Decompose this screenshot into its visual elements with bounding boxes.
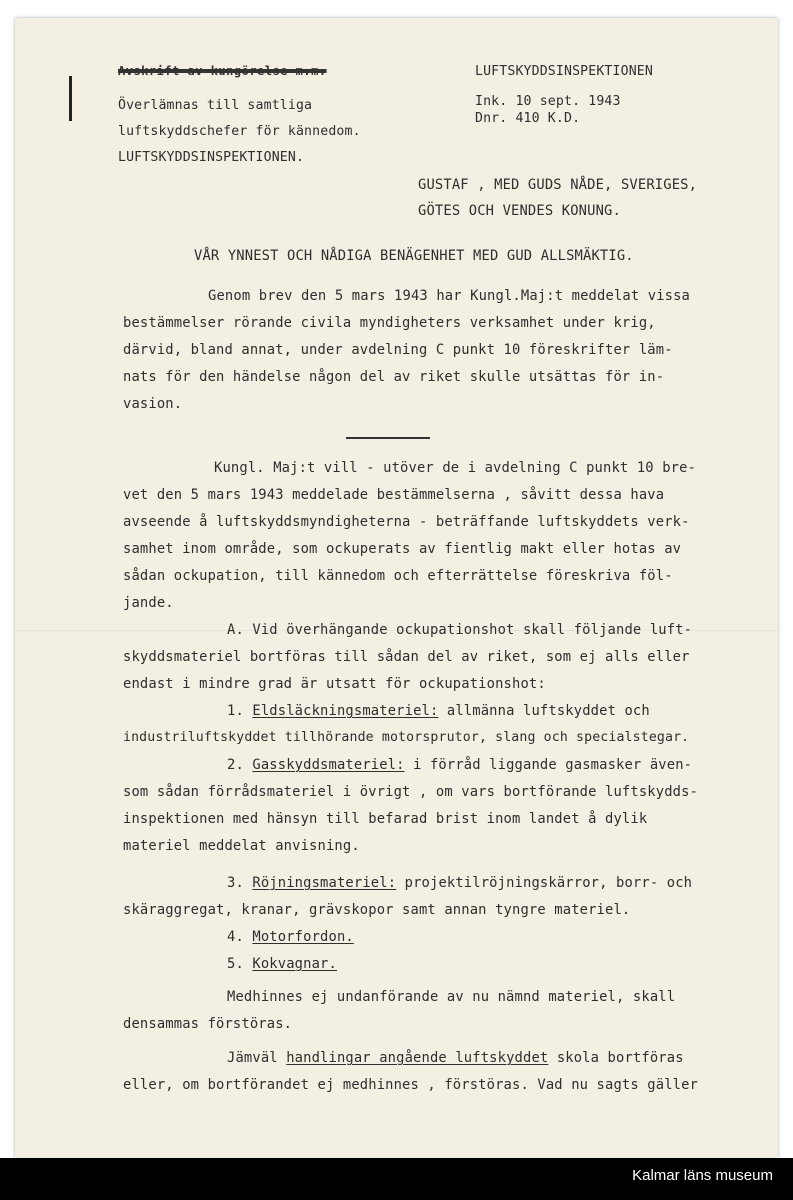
item-term: Röjningsmateriel: (252, 875, 397, 891)
para1-line: bestämmelser rörande civila myndigheters verksamhet under krig, (123, 315, 656, 331)
item-text: allmänna luftskyddet och (438, 703, 650, 719)
section-a-line: endast i mindre grad är utsatt för ockupationshot: (123, 676, 546, 692)
list-item-1 (227, 703, 650, 719)
list-item-5 (227, 956, 337, 972)
item-text: i förråd liggande gasmasker även- (404, 757, 693, 773)
item-term: Kokvagnar. (252, 956, 337, 972)
para1-line: vasion. (123, 396, 183, 412)
section-a-line: skyddsmateriel bortföras till sådan del av riket, som ej alls eller (123, 649, 690, 665)
para4-line: eller, om bortförandet ej medhinnes , förstöras. Vad nu sagts gäller (123, 1077, 699, 1093)
registry-number: Dnr. 410 K.D. (475, 111, 581, 126)
para4-lead: Jämväl (227, 1050, 287, 1066)
item-number: 4. (227, 929, 244, 945)
salutation: VÅR YNNEST OCH NÅDIGA BENÄGENHET MED GUD ALLSMÄKTIG. (194, 248, 634, 264)
margin-mark (69, 76, 72, 121)
king-title-line: GUSTAF , MED GUDS NÅDE, SVERIGES, (418, 177, 698, 193)
museum-footer (0, 1158, 793, 1200)
para1-line: därvid, bland annat, under avdelning C punkt 10 föreskrifter läm- (123, 342, 673, 358)
para4-line (227, 1050, 684, 1066)
para2-line: vet den 5 mars 1943 meddelade bestämmelserna , såvitt dessa hava (123, 487, 665, 503)
section-a-line: A. Vid överhängande ockupationshot skall följande luft- (227, 622, 693, 638)
para1-line: nats för den händelse någon del av riket skulle utsättas för in- (123, 369, 665, 385)
para2-line: Kungl. Maj:t vill - utöver de i avdelning C punkt 10 bre- (214, 460, 697, 476)
document-page (15, 18, 778, 1158)
item-term: Gasskyddsmateriel: (252, 757, 405, 773)
item-continuation: industriluftskyddet tillhörande motorsprutor, slang och specialstegar. (123, 730, 690, 745)
museum-credit: Kalmar läns museum (632, 1167, 773, 1184)
received-stamp: Ink. 10 sept. 1943 (475, 94, 621, 109)
item-term: Motorfordon. (252, 929, 354, 945)
king-title-line: GÖTES OCH VENDES KONUNG. (418, 203, 621, 219)
para2-line: avseende å luftskyddsmyndigheterna - beträffande luftskyddets verk- (123, 514, 690, 530)
item-number: 1. (227, 703, 244, 719)
list-item-2 (227, 757, 692, 773)
para3-line: densammas förstöras. (123, 1016, 293, 1032)
item-continuation: materiel meddelat anvisning. (123, 838, 360, 854)
item-continuation: inspektionen med hänsyn till befarad brist inom landet å dylik (123, 811, 648, 827)
para3-line: Medhinnes ej undanförande av nu nämnd materiel, skall (227, 989, 676, 1005)
item-number: 3. (227, 875, 244, 891)
header-office: LUFTSKYDDSINSPEKTIONEN (475, 64, 653, 79)
header-left-line: luftskyddschefer för kännedom. (118, 124, 361, 139)
list-item-4 (227, 929, 354, 945)
item-continuation: skäraggregat, kranar, grävskopor samt annan tyngre materiel. (123, 902, 631, 918)
header-left-line: Överlämnas till samtliga (118, 98, 313, 113)
para2-line: sådan ockupation, till kännedom och efterrättelse föreskriva föl- (123, 568, 673, 584)
item-continuation: som sådan förrådsmateriel i övrigt , om vars bortförande luftskydds- (123, 784, 699, 800)
para2-line: jande. (123, 595, 174, 611)
para4-term: handlingar angående luftskyddet (286, 1050, 549, 1066)
para1-line: Genom brev den 5 mars 1943 har Kungl.Maj:t meddelat vissa (208, 288, 691, 304)
item-text: projektilröjningskärror, borr- och (396, 875, 693, 891)
para2-line: samhet inom område, som ockuperats av fientlig makt eller hotas av (123, 541, 682, 557)
section-divider (346, 437, 430, 439)
item-term: Eldsläckningsmateriel: (252, 703, 439, 719)
item-number: 5. (227, 956, 244, 972)
struck-header: Avskrift av kungörelse m.m. (118, 64, 327, 78)
header-left-line: LUFTSKYDDSINSPEKTIONEN. (118, 150, 305, 165)
para4-text: skola bortföras (548, 1050, 684, 1066)
list-item-3 (227, 875, 692, 891)
item-number: 2. (227, 757, 244, 773)
